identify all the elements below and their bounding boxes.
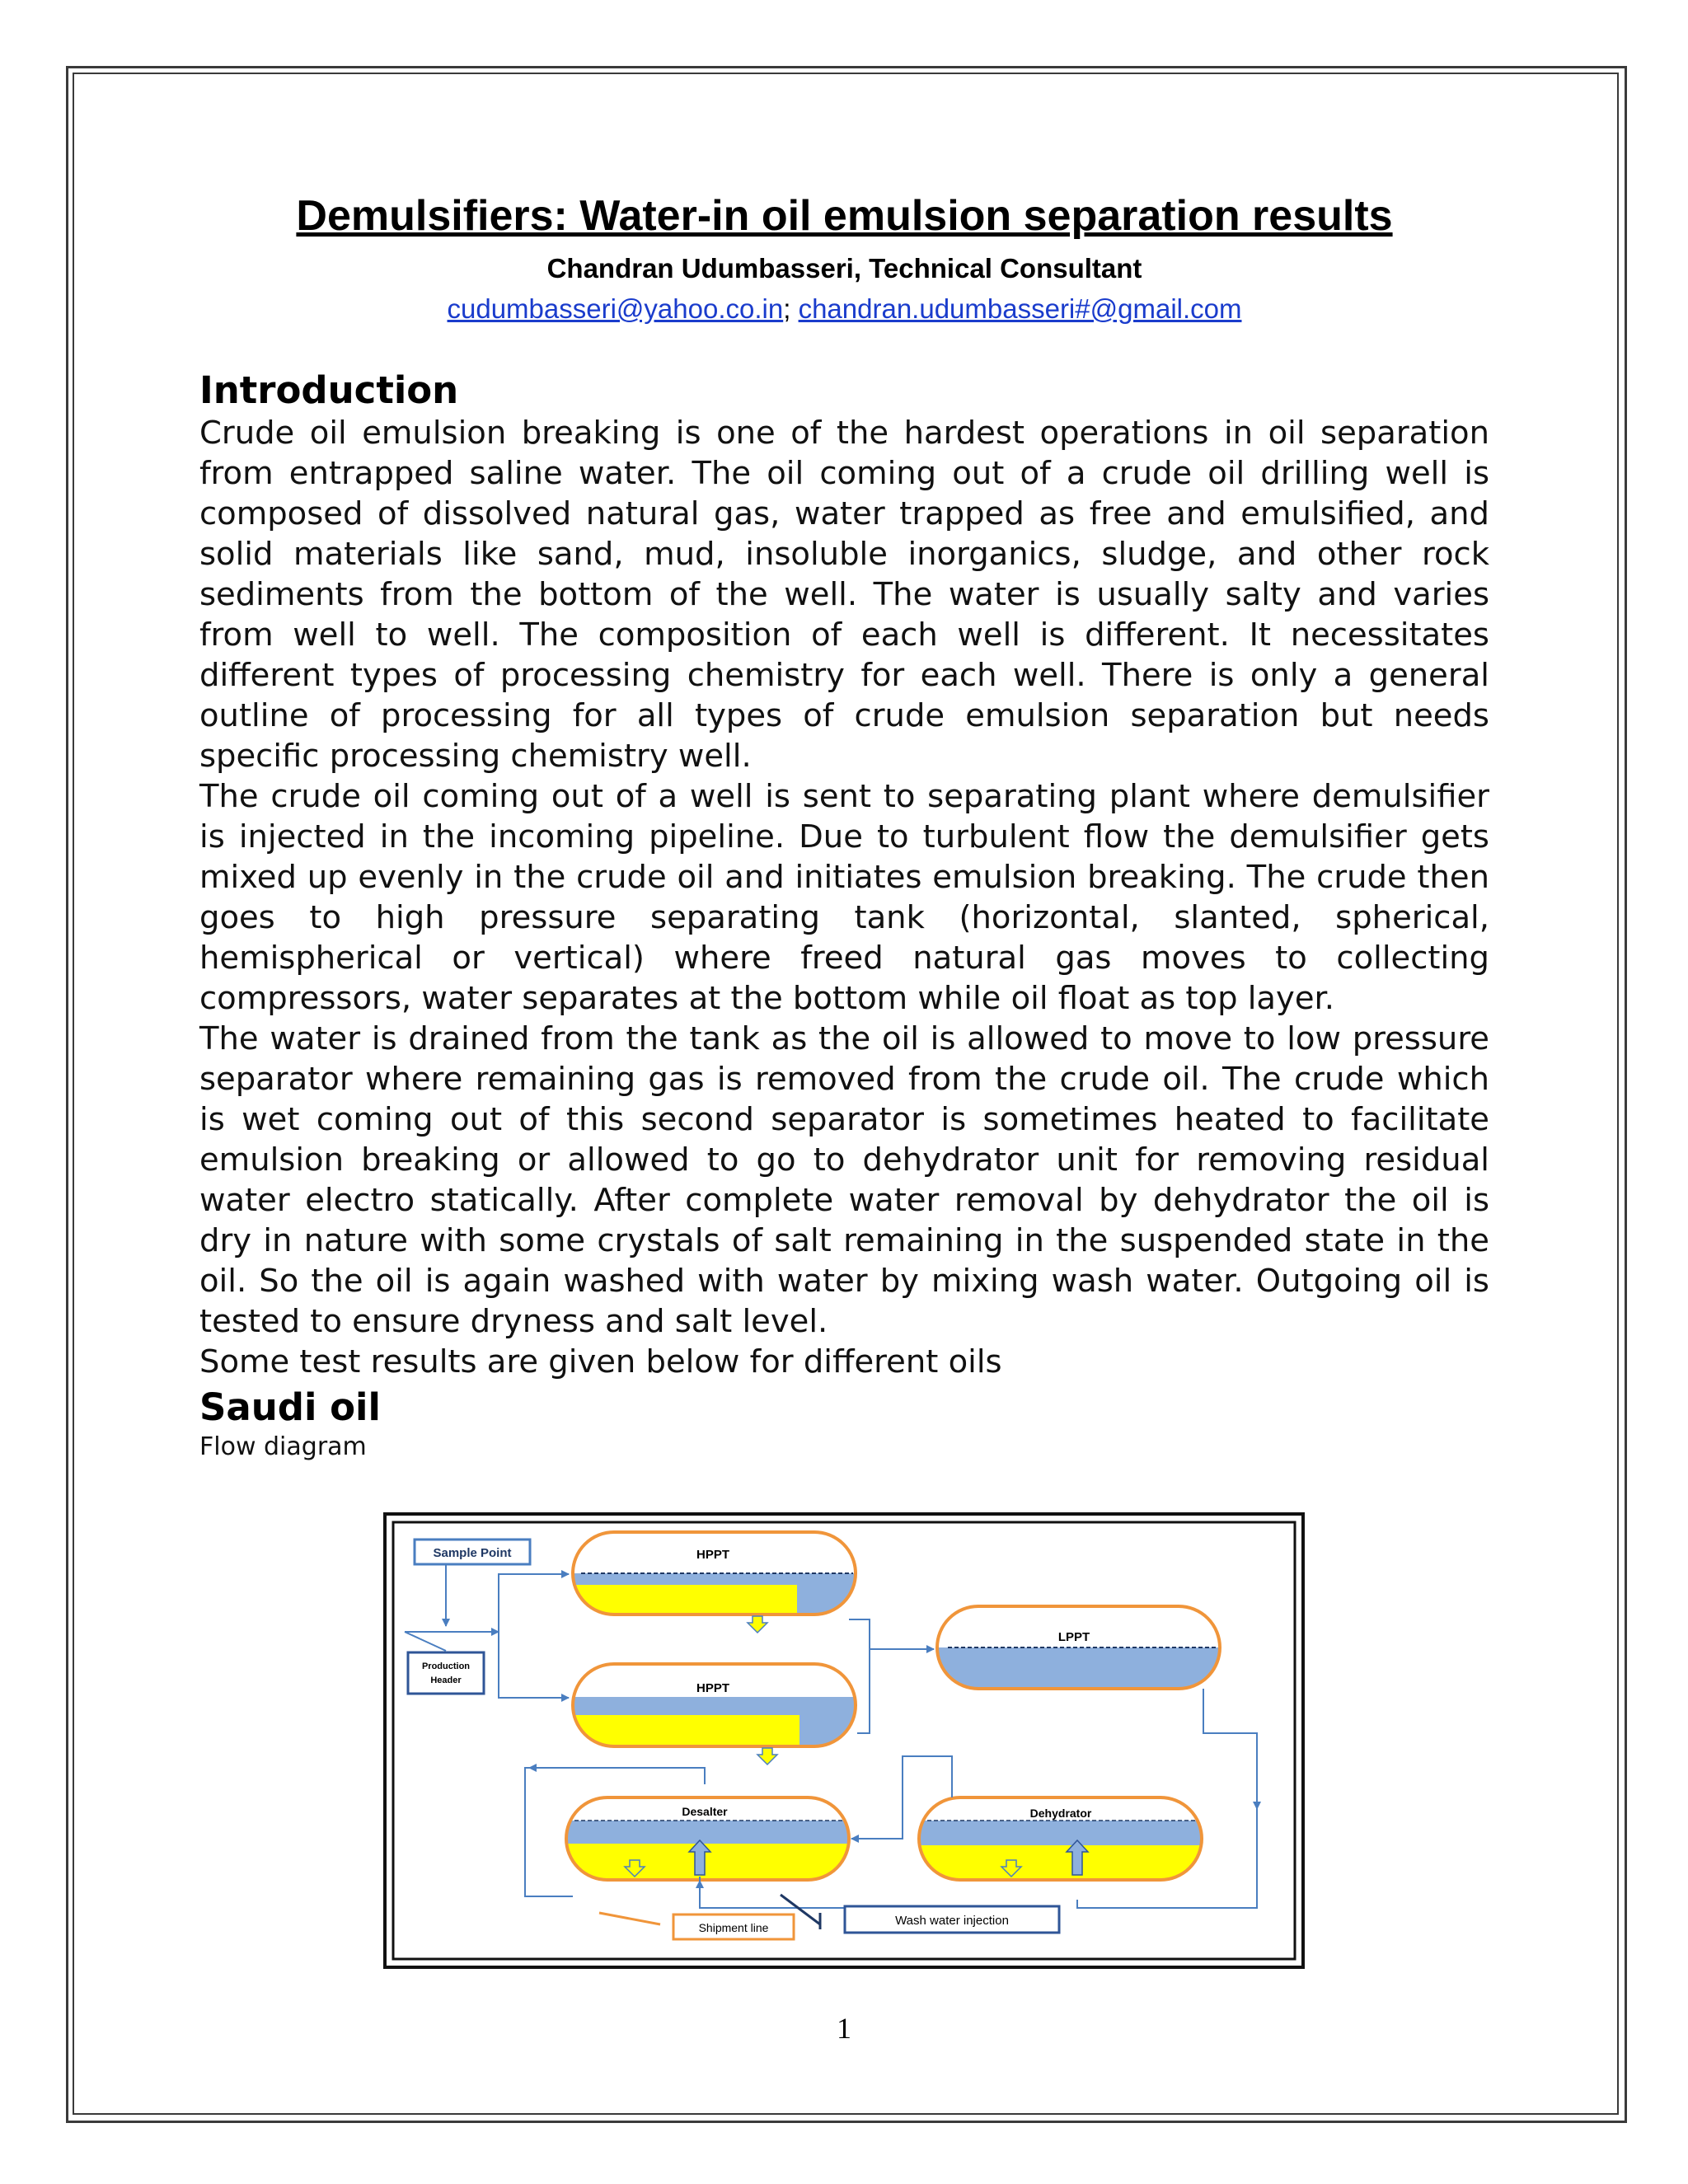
desalter-label: Desalter [682, 1805, 728, 1818]
flow-diagram [383, 1512, 1305, 1969]
hppt-vessel-bottom [573, 1664, 856, 1746]
production-header-label-line2: Header [430, 1675, 462, 1685]
lppt-label: LPPT [1057, 1630, 1090, 1644]
intro-paragraph-4: Some test results are given below for different oils [199, 1343, 1002, 1380]
email-line [199, 292, 1489, 327]
shipment-line-label: Shipment line [698, 1921, 769, 1934]
page-content [199, 190, 1489, 1462]
saudi-oil-heading: Saudi oil [199, 1385, 381, 1429]
lppt-vessel [937, 1606, 1220, 1689]
intro-paragraph-3: The water is drained from the tank as the oil is allowed to move to low pressure separator where remaining gas is removed from the crude oil. The crude which is wet coming out of this second separator is sometimes heated to facilitate emulsion breaking or allowed to go to dehydrator unit for removing residual water electro statically. After complete water removal by dehydrator the oil is dry in nature with some crystals of salt remaining in the suspended state in the oil. So the oil is again washed with water by mixing wash water. Outgoing oil is tested to ensure dryness and salt level. [199, 1019, 1489, 1340]
production-header-label-line1: Production [421, 1661, 471, 1671]
production-header-box [408, 1652, 484, 1694]
document-title: Demulsifiers: Water-in oil emulsion separation results [296, 192, 1393, 240]
hppt-vessel-top [573, 1532, 856, 1615]
introduction-heading: Introduction [199, 368, 459, 412]
sample-point-label: Sample Point [433, 1546, 512, 1560]
wash-water-injection-label: Wash water injection [895, 1914, 1009, 1928]
email-link-gmail[interactable]: chandran.udumbasseri#@gmail.com [798, 293, 1242, 324]
email-separator: ; [783, 293, 791, 324]
hppt-bottom-label: HPPT [696, 1681, 730, 1695]
dehydrator-label: Dehydrator [1029, 1807, 1092, 1820]
email-link-yahoo[interactable]: cudumbasseri@yahoo.co.in [447, 293, 784, 324]
hppt-top-label: HPPT [696, 1548, 730, 1562]
intro-paragraph-1: Crude oil emulsion breaking is one of the hardest operations in oil separation from entrapped saline water. The oil coming out of a crude oil drilling well is composed of dissolved natural gas, water trapped as free and emulsified, and solid materials like sand, mud, insoluble inorganics, sludge, and other rock sediments from the bottom of the well. The water is usually salty and varies from well to well. The composition of each well is different. It necessitates different types of processing chemistry for each well. There is only a general outline of processing for all types of crude emulsion separation but needs specific processing chemistry well. [199, 414, 1489, 775]
intro-paragraph-2: The crude oil coming out of a well is sent to separating plant where demulsifier is injected in the incoming pipeline. Due to turbulent flow the demulsifier gets mixed up evenly in the crude oil and initiates emulsion breaking. The crude then goes to high pressure separating tank (horizontal, slanted, spherical, hemispherical or vertical) where freed natural gas moves to collecting compressors, water separates at the bottom while oil float as top layer. [199, 777, 1489, 1017]
author-line: Chandran Udumbasseri, Technical Consultant [546, 253, 1142, 284]
page-number: 1 [837, 2012, 851, 2045]
flow-diagram-caption: Flow diagram [199, 1432, 367, 1461]
